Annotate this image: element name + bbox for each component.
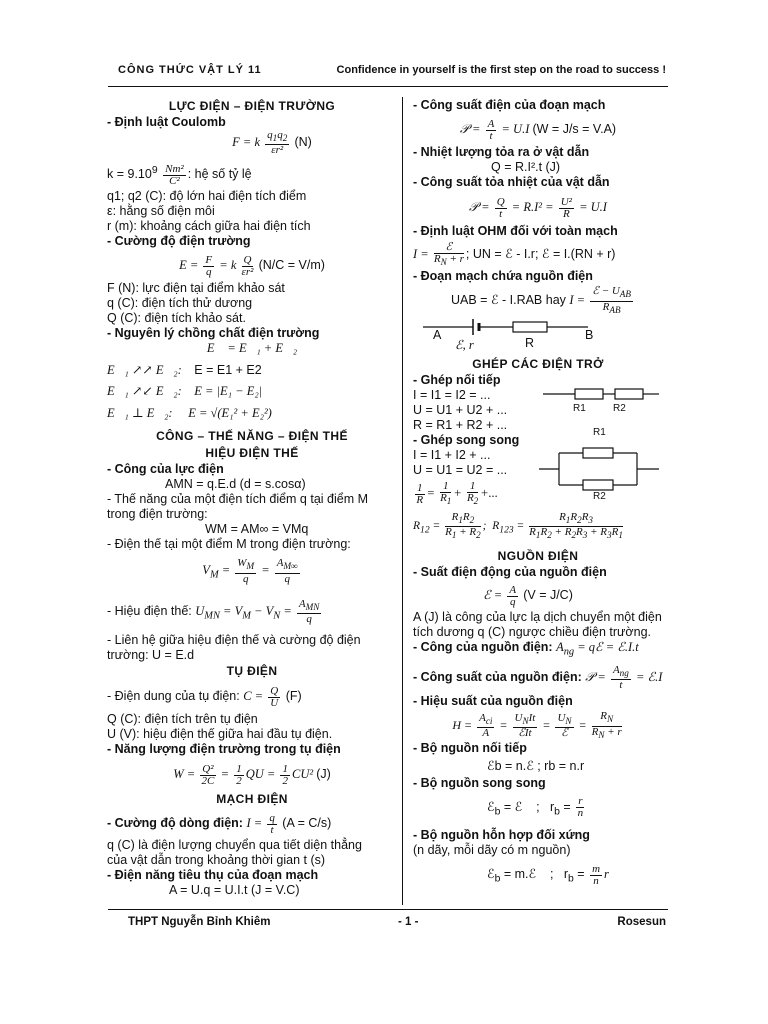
header-title: CÔNG THỨC VẬT LÝ 11 <box>118 64 262 76</box>
circuit-label-R: R <box>525 336 535 350</box>
efficiency-heading: - Hiệu suất của nguồn điện <box>413 693 573 708</box>
series-R: R = R1 + R2 + ... <box>413 418 508 432</box>
ohm-heading: - Định luật OHM đối với toàn mạch <box>413 224 618 238</box>
k-constant: $k = 9.10^9$ $\frac{\text{Nm²}}{\text{C²}}$ : hệ số tỷ lệ <box>107 162 252 187</box>
column-divider <box>402 97 403 905</box>
superposition-formula: E⃗ = E⃗₁ + E⃗₂ <box>206 341 298 356</box>
header-rule <box>108 86 668 87</box>
header-motto: Confidence in yourself is the first step on the road to success ! <box>336 64 666 76</box>
series-U: U = U1 + U2 + ... <box>413 403 508 417</box>
case-antiparallel: E⃗₁ ↗↙ E⃗₂: E = |E₁ − E₂| <box>107 384 263 399</box>
section-title-resistors: GHÉP CÁC ĐIỆN TRỞ <box>472 357 604 371</box>
footer-page-number: - 1 - <box>398 916 419 928</box>
series-heading: - Ghép nối tiếp <box>413 373 501 387</box>
parallel-heading: - Ghép song song <box>413 433 520 447</box>
source-work-row: - Công của nguồn điện: $A_{ng}$ = qℰ = ℰ.I.t <box>413 640 639 658</box>
F-description: F (N): lực điện tại điểm khảo sát <box>107 281 285 296</box>
emf-description-line2: tích dương q (C) ngược chiều điện trường. <box>413 625 651 640</box>
section-title-potential-difference: HIỆU ĐIỆN THẾ <box>205 446 299 461</box>
superposition-heading: - Nguyên lý chồng chất điện trường <box>107 326 320 341</box>
potential-formula: $V_M$ = $\frac{W_M}{q}$ = $\frac{A_{M\infty}}{q}$ <box>202 557 298 585</box>
work-heading: - Công của lực điện <box>107 462 224 477</box>
parallel-I: I = I1 + I2 + ... <box>413 448 491 462</box>
series-R2-label: R2 <box>613 403 626 414</box>
section-title-source: NGUỒN ĐIỆN <box>497 549 579 564</box>
section-title-circuit: MẠCH ĐIỆN <box>216 792 288 807</box>
battery-parallel-formula: ℰ$_b$ = ℰ ; $r_b$ = $\frac{r}{n}$ <box>487 795 584 819</box>
section-title-capacitor: TỤ ĐIỆN <box>226 664 278 679</box>
left-column <box>107 98 397 898</box>
circuit-svg <box>413 316 663 356</box>
series-R1-label: R1 <box>573 403 586 414</box>
consumed-formula: A = U.q = U.I.t (J = V.C) <box>169 883 300 898</box>
q-description: q (C): điện tích thử dương <box>107 296 253 311</box>
circuit-label-B: B <box>585 328 594 342</box>
current-row: - Cường độ dòng điện: I = $\frac{q}{t}$ (A = C/s) <box>107 811 332 836</box>
capacitor-U: U (V): hiệu điện thế giữa hai đầu tụ điện. <box>107 727 333 742</box>
footer-rule <box>108 909 668 910</box>
relation-line2: trường: U = E.d <box>107 648 195 663</box>
power-formula: 𝒫 = $\frac{A}{t}$ = U.I (W = J/s = V.A) <box>459 117 617 142</box>
series-I: I = I1 = I2 = ... <box>413 388 491 402</box>
section-title-electric-force: LỰC ĐIỆN – ĐIỆN TRƯỜNG <box>168 99 336 113</box>
case-parallel: E⃗₁ ↗↗ E⃗₂: E = E1 + E2 <box>107 363 262 378</box>
source-circuit-diagram <box>413 316 663 356</box>
circuit-label-emf: ℰ, r <box>455 338 474 352</box>
emf-description-line1: A (J) là công của lực lạ dịch chuyển một điện <box>413 610 662 625</box>
potential-heading: - Điện thế tại một điểm M trong điện trường: <box>107 537 351 552</box>
charge-line1: q (C) là điện lượng chuyển qua tiết diện thẳng <box>107 838 362 853</box>
parallel-diagram <box>537 441 663 497</box>
right-column <box>413 98 663 896</box>
page-header <box>118 64 666 80</box>
segment-heading: - Đoạn mạch chứa nguồn điện <box>413 269 593 283</box>
coulomb-heading: - Định luật Coulomb <box>107 115 226 129</box>
series-block <box>413 373 663 433</box>
potential-difference-row: - Hiệu điện thế: $U_{MN} = V_M - V_N$ = $A_{MN}$ q <box>107 597 320 626</box>
equivalent-resistance-formula: $R_{12}$ = $\frac{R_1R_2}{R_1 + R_2}$ ; $R_{123}$ = $\frac{R_1R_2R_3}{R_1R_2 + R_2R_3 + R_3R_1}$ <box>413 510 623 541</box>
q12-description: q1; q2 (C): độ lớn hai điện tích điểm <box>107 189 307 204</box>
field-formula: E = $\frac{F}{q}$ = k $\frac{Q}{\text{εr²}}$ (N/C = V/m) <box>179 253 325 278</box>
emf-heading: - Suất điện động của nguồn điện <box>413 565 607 580</box>
Q-description: Q (C): điện tích khảo sát. <box>107 311 246 326</box>
parallel-R-formula: $\frac{1}{R}$ = $\frac{1}{R_1}$ + $\frac{1}{R_2}$ +... <box>416 480 499 507</box>
battery-parallel-heading: - Bộ nguồn song song <box>413 775 546 790</box>
potential-energy-formula: WM = AM∞ = VMq <box>205 522 309 537</box>
parallel-U: U = U1 = U2 = ... <box>413 463 508 477</box>
source-power-row: - Công suất của nguồn điện: 𝒫 = $A_{ng}$ t = ℰ.I <box>413 663 663 692</box>
epsilon-description: ε: hằng số điện môi <box>107 204 215 219</box>
heat-heading: - Nhiệt lượng tỏa ra ở vật dẫn <box>413 145 590 159</box>
heat-power-heading: - Công suất tỏa nhiệt của vật dẫn <box>413 175 610 189</box>
ohm-formula: I = ℰ $R_N + r$ ; UN = ℰ - I.r; ℰ = I.(RN + r) <box>413 241 616 268</box>
footer-school: THPT Nguyễn Bỉnh Khiêm <box>128 916 271 928</box>
circuit-label-A: A <box>433 328 442 342</box>
power-heading: - Công suất điện của đoạn mạch <box>413 98 606 112</box>
heat-power-formula: 𝒫 = $\frac{Q}{t}$ = R.I² = $\frac{\text{U²}}{R}$ = U.I <box>469 195 607 220</box>
segment-formula: UAB = ℰ - I.RAB hay I = ℰ − $U_{AB}$ $R_{AB}$ <box>451 285 631 315</box>
battery-mixed-heading: - Bộ nguồn hỗn hợp đối xứng <box>413 828 590 843</box>
energy-heading: - Năng lượng điện trường trong tụ điện <box>107 742 341 757</box>
potential-energy-line1: - Thế năng của một điện tích điểm q tại điểm M <box>107 492 369 507</box>
battery-mixed-formula: ℰ$_b$ = m.ℰ ; $r_b$ = $\frac{m}{n}$ r <box>487 862 609 887</box>
series-diagram <box>541 387 661 405</box>
parallel-R1-label: R1 <box>593 427 606 438</box>
section-title-work: CÔNG – THẾ NĂNG – ĐIỆN THẾ <box>156 429 348 444</box>
footer-author: Rosesun <box>617 916 666 928</box>
energy-formula: W = $\frac{\text{Q²}}{2C}$ = $\frac{1}{2}$ QU = $\frac{1}{2}$ CU² (J) <box>173 762 331 787</box>
coulomb-formula: F = k $\frac{q_1q_2}{\text{εr²}}$ (N) <box>232 129 312 157</box>
field-heading: - Cường độ điện trường <box>107 234 251 249</box>
potential-energy-line2: trong điện trường: <box>107 507 208 522</box>
parallel-block <box>413 427 663 508</box>
battery-mixed-description: (n dãy, mỗi dãy có m nguồn) <box>413 843 571 858</box>
efficiency-formula: H = $A_{ci}$ A = $U_NIt$ ℰIt = $U_N$ ℰ = $\frac{R_N}{R_N + r}$ <box>452 710 622 740</box>
case-perpendicular: E⃗₁ ⊥ E⃗₂: E = √(E₁² + E₂²) <box>107 406 272 421</box>
capacitor-Q: Q (C): điện tích trên tụ điện <box>107 712 258 727</box>
emf-formula: ℰ = $\frac{A}{q}$ (V = J/C) <box>483 583 573 608</box>
relation-line1: - Liên hệ giữa hiệu điện thế và cường độ điện <box>107 633 361 648</box>
heat-formula: Q = R.I².t (J) <box>491 160 561 174</box>
battery-series-formula: ℰb = n.ℰ ; rb = n.r <box>487 758 585 773</box>
r-description: r (m): khoảng cách giữa hai điện tích <box>107 219 311 234</box>
battery-series-heading: - Bộ nguồn nối tiếp <box>413 740 527 755</box>
charge-line2: của vật dẫn trong khoảng thời gian t (s) <box>107 853 326 868</box>
work-formula: AMN = q.E.d (d = s.cosα) <box>165 477 306 492</box>
parallel-R2-label: R2 <box>593 491 606 502</box>
consumed-heading: - Điện năng tiêu thụ của đoạn mạch <box>107 868 319 883</box>
capacitance-row: - Điện dung của tụ điện: C = $\frac{Q}{U}$ (F) <box>107 684 302 709</box>
